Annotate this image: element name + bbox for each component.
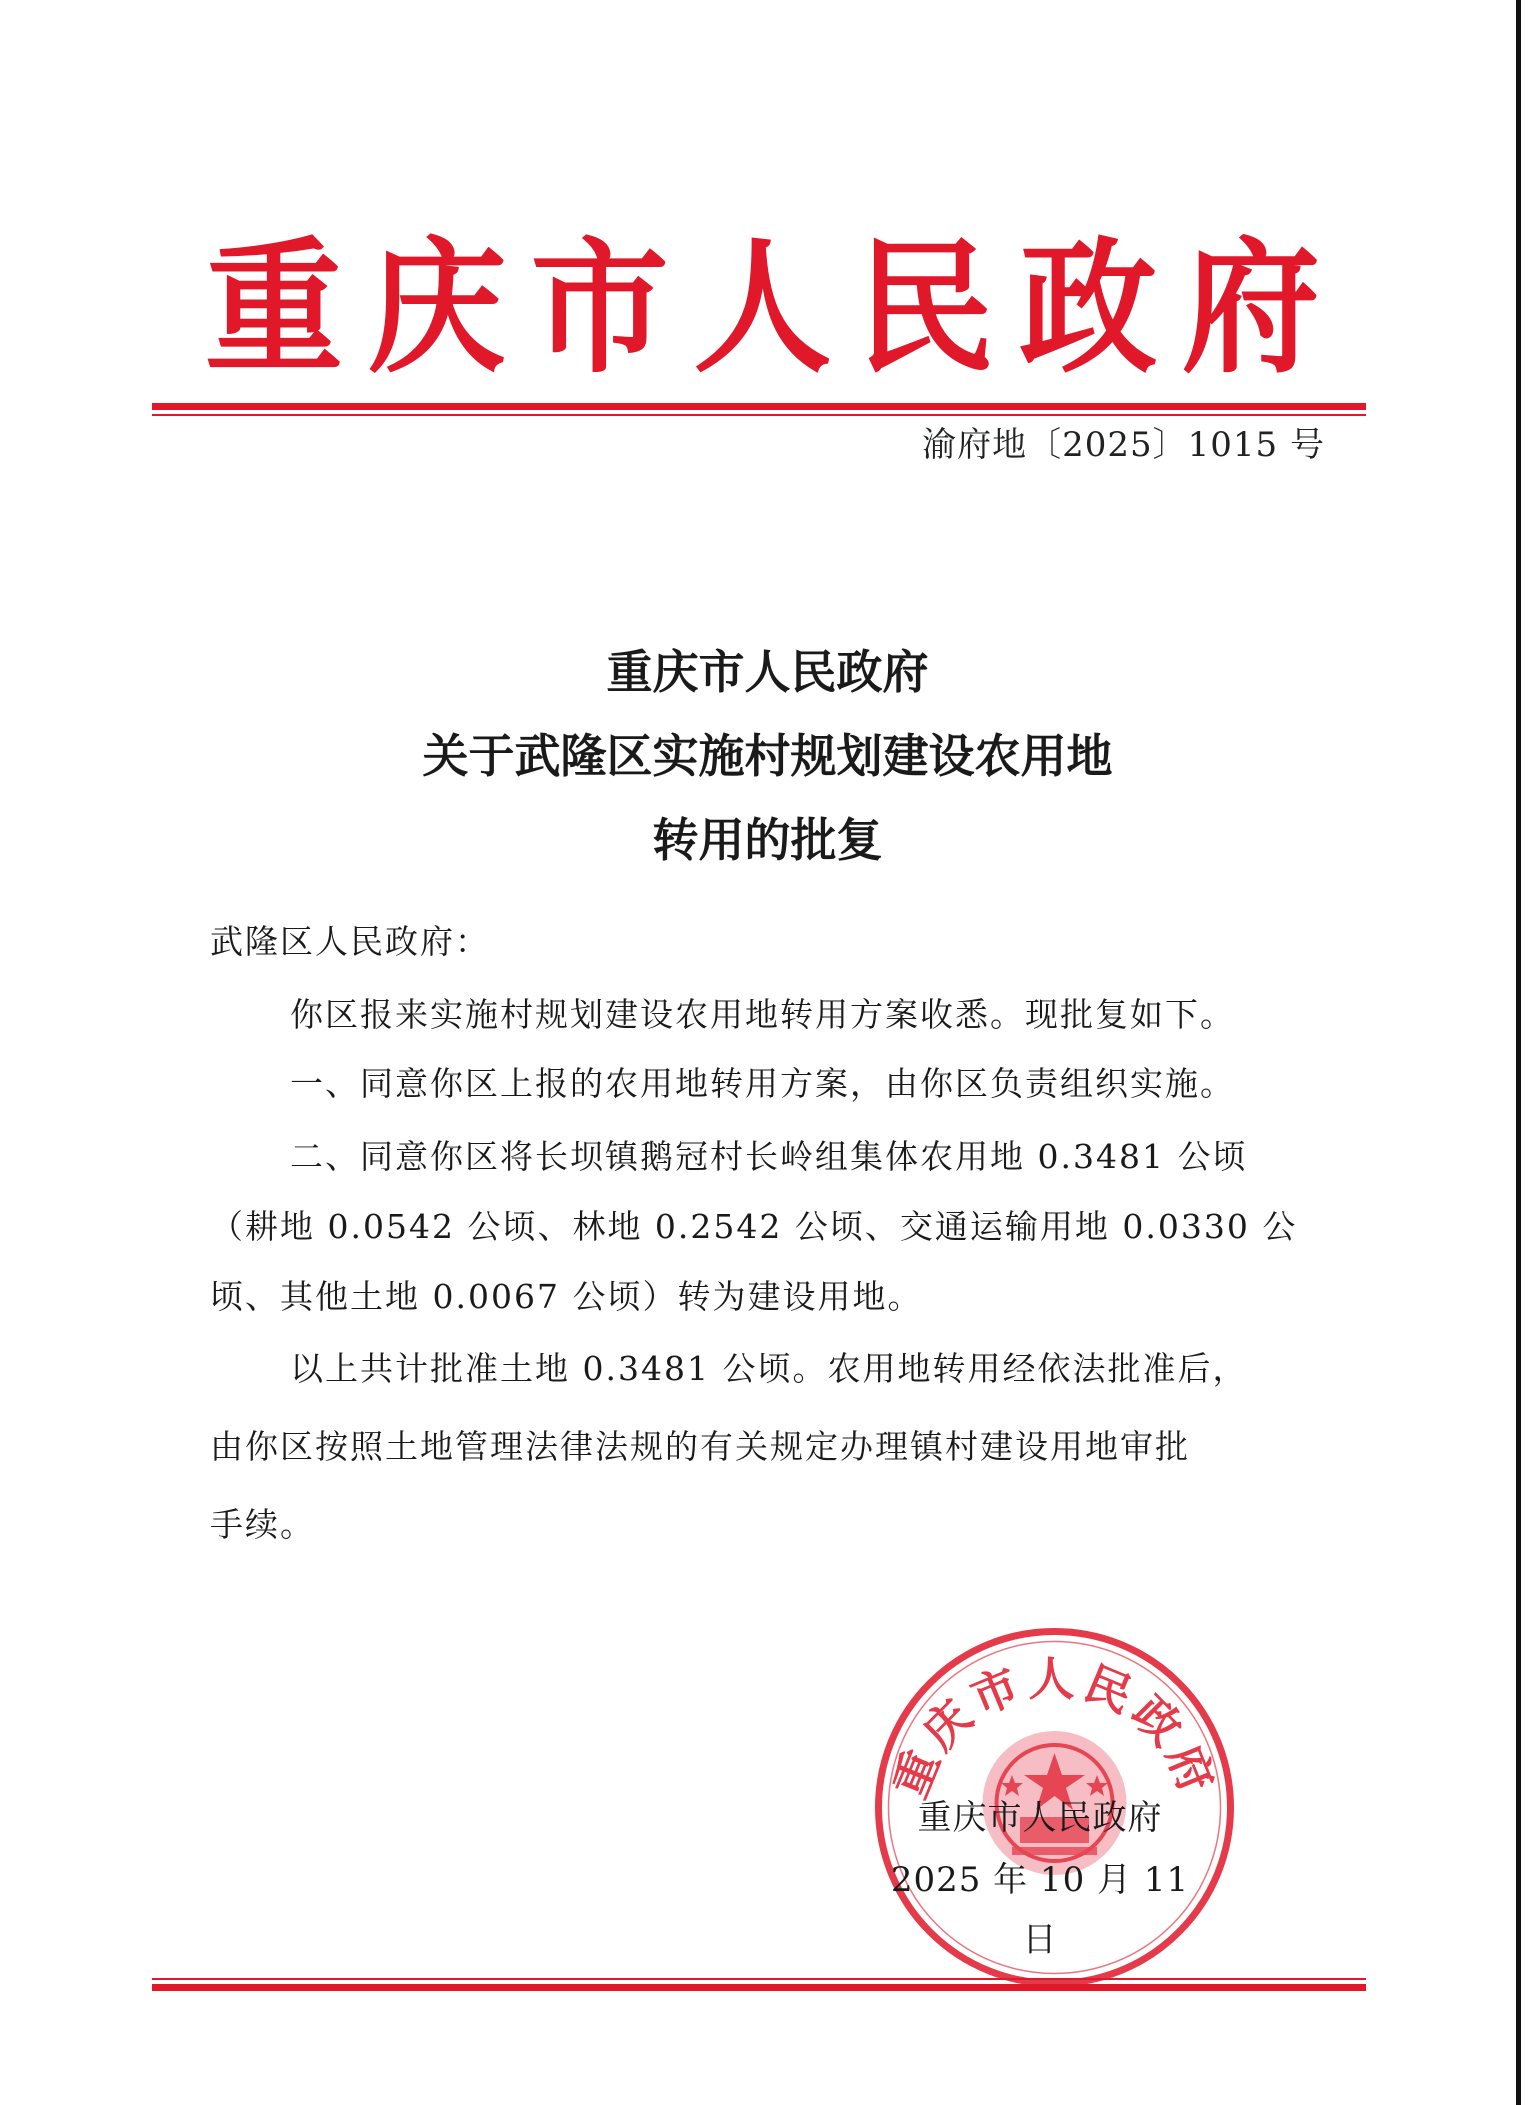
masthead-rule-thin bbox=[152, 414, 1366, 416]
body-paragraph bbox=[210, 1054, 1330, 1114]
masthead-char: 政 bbox=[1019, 221, 1158, 394]
salutation: 武隆区人民政府： bbox=[210, 922, 490, 961]
masthead bbox=[205, 221, 1320, 394]
body-paragraph bbox=[210, 985, 1330, 1045]
paragraph-line: 你区报来实施村规划建设农用地转用方案收悉。现批复如下。 bbox=[290, 995, 1235, 1034]
paragraph-line: 一、同意你区上报的农用地转用方案，由你区负责组织实施。 bbox=[290, 1064, 1235, 1103]
masthead-char: 府 bbox=[1181, 221, 1320, 394]
paragraph-line: 以上共计批准土地 0.3481 公顷。农用地转用经依法批准后， bbox=[290, 1349, 1248, 1388]
paragraph-line: 手续。 bbox=[210, 1505, 315, 1544]
paragraph-line: （耕地 0.0542 公顷、林地 0.2542 公顷、交通运输用地 0.0330 公 bbox=[210, 1207, 1298, 1246]
signatory: 重庆市人民政府 bbox=[917, 1798, 1163, 1838]
scan-edge bbox=[1516, 0, 1521, 2105]
title-line: 重庆市人民政府 bbox=[606, 645, 929, 699]
masthead-char: 市 bbox=[530, 221, 669, 394]
body-paragraph bbox=[210, 1330, 1330, 1564]
footer-rule-thick bbox=[152, 1984, 1366, 1991]
masthead-char: 重 bbox=[205, 221, 344, 394]
title-line: 关于武隆区实施村规划建设农用地 bbox=[422, 729, 1113, 783]
masthead-char: 民 bbox=[856, 221, 995, 394]
paragraph-line: 顷、其他土地 0.0067 公顷）转为建设用地。 bbox=[210, 1277, 923, 1316]
paragraph-line: 二、同意你区将长坝镇鹅冠村长岭组集体农用地 0.3481 公顷 bbox=[290, 1137, 1248, 1176]
body-paragraph bbox=[210, 1122, 1330, 1332]
masthead-char: 人 bbox=[693, 221, 832, 394]
footer-rule-thin bbox=[152, 1978, 1366, 1980]
seal-text-path: 重庆市人民政府 bbox=[882, 1652, 1227, 1806]
masthead-char: 庆 bbox=[367, 221, 506, 394]
masthead-rule-thick bbox=[152, 403, 1366, 410]
document-title bbox=[0, 630, 1535, 882]
issue-date: 2025 年 10 月 11 日 bbox=[890, 1860, 1190, 1960]
document-number: 渝府地〔2025〕1015 号 bbox=[922, 425, 1325, 465]
paragraph-line: 由你区按照土地管理法律法规的有关规定办理镇村建设用地审批 bbox=[210, 1427, 1190, 1466]
title-line: 转用的批复 bbox=[652, 813, 883, 867]
